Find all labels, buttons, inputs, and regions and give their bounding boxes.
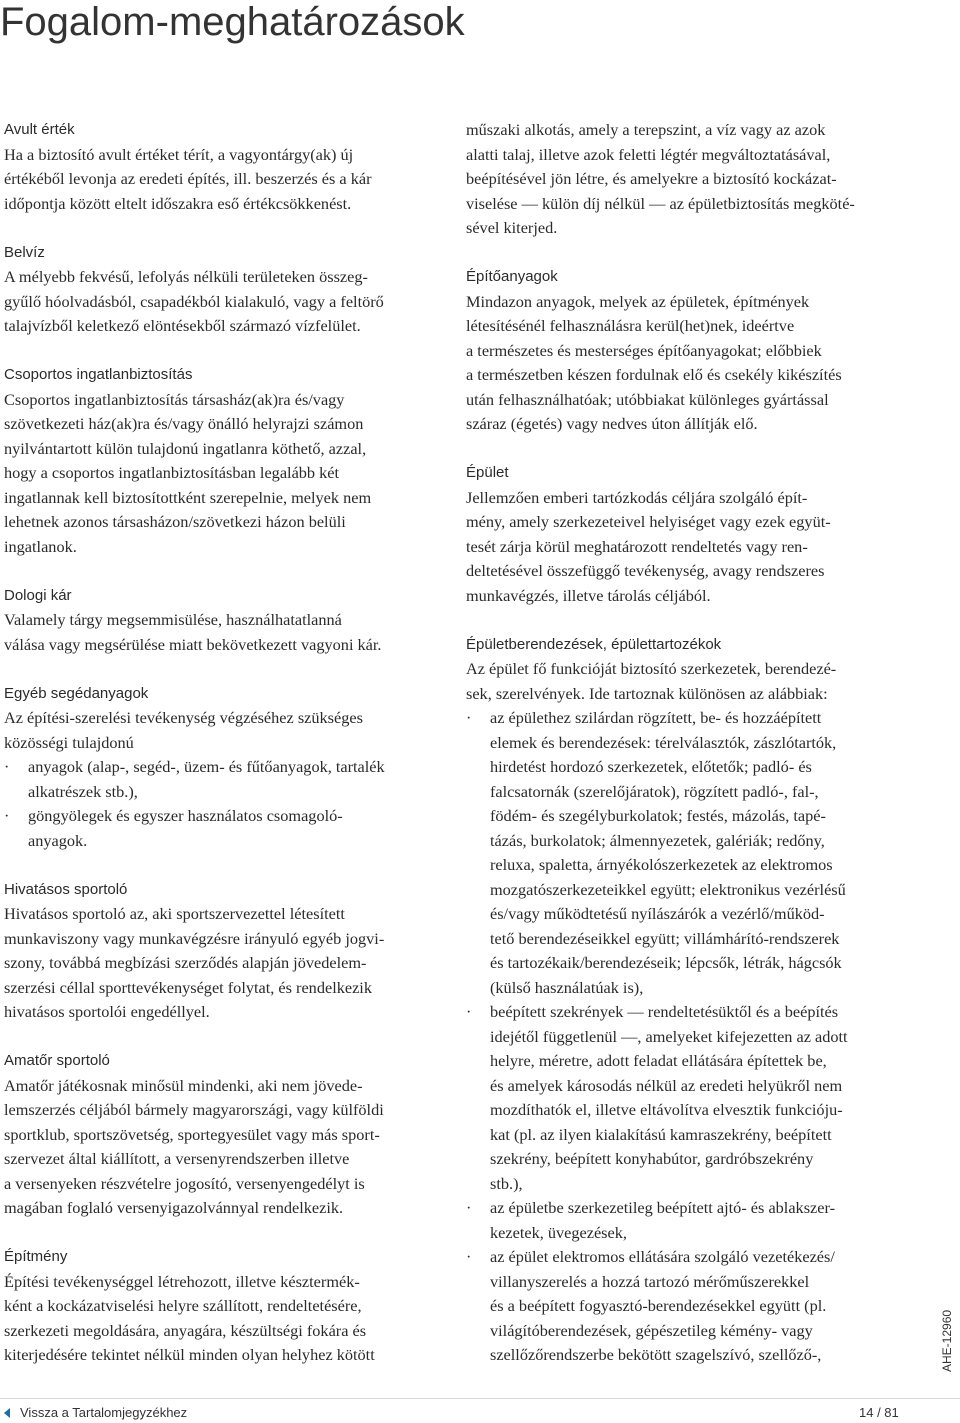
text-line: elemek és berendezések: térelválasztók, zászlótartók, — [490, 732, 837, 752]
text-line: beépített szekrények — rendeltetésüktől és a beépítés — [490, 1002, 839, 1021]
left-column — [4, 118, 440, 1392]
text-line: nyilvántartott külön tulajdonú ingatlanra köthető, azzal, — [4, 438, 367, 458]
text-line: szövetkezeti ház(ak)ra és/vagy önálló helyrajzi számon — [4, 414, 364, 433]
text-line: hogy a csoportos ingatlanbiztosításban legalább két — [4, 463, 340, 482]
text-line: Hivatásos sportoló az, aki sportszervezettel létesített — [4, 904, 345, 923]
text-line: Csoportos ingatlanbiztosítás társasház(ak)ra és/vagy — [4, 389, 345, 409]
text-line: villanyszerelés a hozzá tartozó mérőműszerekkel — [490, 1271, 810, 1291]
text-line: hivatásos sportolói engedéllyel. — [4, 1002, 210, 1021]
text-line: munkavégzés, illetve tárolás céljából. — [466, 585, 711, 605]
definition-entry — [4, 584, 440, 658]
text-line: falcsatornák (szerelőjáratok), rögzített padló-, fal-, — [490, 781, 819, 801]
text-line: gyűlő hóolvadásból, csapadékból kialakuló, vagy a feltörő — [4, 291, 384, 311]
text-line: szekrény, beépített konyhabútor, gardróbszekrény — [490, 1149, 814, 1168]
bullet-marker: · — [466, 708, 472, 727]
page-title: Fogalom-meghatározások — [0, 0, 465, 44]
text-line: után felhasználhatóak; utóbbiakat különleges gyártással — [466, 389, 829, 409]
text-line: Mindazon anyagok, melyek az épületek, építmények — [466, 291, 810, 311]
definition-entry — [4, 1245, 440, 1368]
text-line: időpontja között eltelt időszakra eső értékcsökkenést. — [4, 193, 352, 213]
text-line: műszaki alkotás, amely a terepszint, a víz vagy az azok — [466, 120, 826, 139]
text-line: hirdetést hordozó szerkezetek, előtetők; padló- és — [490, 757, 812, 776]
bullet-marker: · — [4, 757, 10, 776]
text-line: kiterjedésére tekintet nélkül minden olyan helyhez kötött — [4, 1345, 375, 1364]
list-item — [466, 1245, 902, 1368]
back-to-contents-link[interactable] — [4, 1405, 187, 1420]
list-item — [4, 804, 440, 853]
text-line: sportklub, sportszövetség, sportegyesület vagy más sport- — [4, 1124, 380, 1144]
text-line: száraz (égetés) vagy nedves úton állítják elő. — [466, 414, 758, 433]
text-line: Építési tevékenységgel létrehozott, illetve késztermék- — [4, 1271, 360, 1291]
definition-heading: Épület — [466, 464, 509, 481]
text-line: Az épület fő funkcióját biztosító szerkezetek, berendezé- — [466, 659, 837, 678]
text-line: talajvízből keletkező elöntésekből származó vízfelület. — [4, 316, 361, 335]
back-to-contents-label: Vissza a Tartalomjegyzékhez — [20, 1405, 188, 1420]
text-line: a természetben készen fordulnak elő és csekély kikészítés — [466, 365, 842, 384]
text-line: helyre, méretre, adott feladat ellátására építettek be, — [490, 1051, 827, 1070]
text-line: magában foglaló versenyigazolvánnyal rendelkezik. — [4, 1198, 344, 1217]
text-line: és tartozékaik/berendezéseik; lépcsők, létrák, hágcsók — [490, 953, 842, 972]
text-line: ingatlanok. — [4, 536, 77, 556]
text-line: értékéből levonja az eredeti építés, ill. beszerzés és a kár — [4, 169, 372, 188]
text-line: és/vagy működtetésű nyílászárók a vezérlő/működ- — [490, 904, 825, 923]
text-line: szerkezeti megoldására, anyagára, készültségi fokára és — [4, 1320, 367, 1340]
text-line: munkaviszony vagy munkavégzésre irányuló egyéb jogvi- — [4, 928, 385, 948]
definition-heading: Csoportos ingatlanbiztosítás — [4, 366, 193, 383]
definition-heading: Egyéb segédanyagok — [4, 684, 149, 702]
definition-entry — [4, 1049, 440, 1221]
list-item — [466, 1000, 902, 1196]
definition-heading: Belvíz — [4, 243, 45, 261]
text-line: Ha a biztosító avult értéket térít, a vagyontárgy(ak) új — [4, 144, 354, 164]
bullet-marker: · — [4, 806, 10, 825]
text-line: alatti talaj, illetve azok feletti légtér megváltoztatásával, — [466, 144, 831, 164]
bullet-marker: · — [466, 1198, 472, 1217]
text-line: Valamely tárgy megsemmisülése, használhatatlanná — [4, 610, 342, 629]
text-line: tető berendezéseikkel együtt; villámhárító-rendszerek — [490, 928, 840, 948]
text-line: az épületbe szerkezetileg beépített ajtó- és ablakszer- — [490, 1198, 836, 1217]
text-line: ingatlannak kell biztosítottként szerepelnie, melyek nem — [4, 487, 372, 507]
text-line: szervezet által kiállított, a versenyrendszerben illetve — [4, 1149, 350, 1168]
text-line: az épület elektromos ellátására szolgáló vezetékezés/ — [490, 1247, 835, 1266]
continuation-text — [466, 118, 902, 241]
text-line: göngyölegek és egyszer használatos csomagoló- — [28, 806, 343, 825]
text-line: reluxa, spaletta, árnyékolószerkezetek az elektromos — [490, 855, 833, 874]
text-line: ként a kockázatviselési helyre szállított, rendeltetésére, — [4, 1296, 362, 1315]
text-line: az épülethez szilárdan rögzített, be- és hozzáépített — [490, 708, 822, 727]
text-line: anyagok (alap-, segéd-, üzem- és fűtőanyagok, tartalék — [28, 757, 385, 776]
definition-entry — [4, 118, 440, 216]
definition-entry — [4, 878, 440, 1025]
list-item — [466, 706, 902, 1000]
right-column — [466, 118, 902, 1392]
definition-entry — [466, 461, 902, 608]
text-line: a versenyeken részvételre jogosító, versenyengedélyt is — [4, 1173, 365, 1193]
arrow-left-icon — [4, 1408, 10, 1418]
text-line: lehetnek azonos társasházon/szövetkezi házon belüli — [4, 512, 346, 531]
page-indicator: 14 / 81 — [859, 1405, 899, 1420]
text-line: sével kiterjed. — [466, 218, 558, 237]
text-line: lemszerzés céljából bármely magyarországi, vagy külföldi — [4, 1100, 384, 1119]
text-line: és amelyek károsodás nélkül az eredeti helyükről nem — [490, 1075, 843, 1095]
footer-divider — [0, 1398, 960, 1399]
definition-heading: Építőanyagok — [466, 268, 558, 285]
text-line: (külső használatúak is), — [490, 977, 644, 997]
text-line: mozdíthatók el, illetve eltávolítva elvesztik funkcióju- — [490, 1100, 843, 1119]
text-line: idejétől függetlenül —, amelyeket kifejezetten az adott — [490, 1026, 848, 1046]
definition-entry — [4, 363, 440, 559]
text-line: kezetek, üvegezések, — [490, 1222, 627, 1242]
definition-entry — [4, 241, 440, 339]
definition-heading: Amatőr sportoló — [4, 1052, 110, 1069]
text-line: Amatőr játékosnak minősül mindenki, aki nem jövede- — [4, 1075, 363, 1095]
text-line: közösségi tulajdonú — [4, 732, 134, 752]
text-line: Az építési-szerelési tevékenység végzéséhez szükséges — [4, 708, 363, 727]
text-line: Jellemzően emberi tartózkodás céljára szolgáló épít- — [466, 487, 808, 507]
text-line: szony, továbbá megbízási szerződés alapján jövedelem- — [4, 953, 367, 972]
text-line: alkatrészek stb.), — [28, 781, 138, 801]
text-line: sek, szerelvények. Ide tartoznak különösen az alábbiak: — [466, 683, 828, 703]
text-line: tázás, burkolatok; álmennyezetek, galériák; redőny, — [490, 830, 825, 850]
text-line: tesét zárja körül meghatározott rendeltetés vagy ren- — [466, 536, 808, 556]
bullet-marker: · — [466, 1247, 472, 1266]
text-line: kat (pl. az ilyen kialakítású kamraszekrény, beépített — [490, 1124, 832, 1144]
definition-heading: Dologi kár — [4, 586, 72, 604]
text-line: mény, amely szerkezeteivel helyiséget vagy ezek együt- — [466, 512, 831, 531]
text-line: és a beépített fogyasztó-berendezésekkel együtt (pl. — [490, 1296, 827, 1315]
text-line: mozgatószerkezeteikkel együtt; elektronikus vezérlésű — [490, 879, 846, 899]
text-line: szerzési céllal sporttevékenységet folytat, és rendelkezik — [4, 977, 372, 997]
definition-heading: Építmény — [4, 1248, 68, 1265]
definition-heading: Hivatásos sportoló — [4, 880, 128, 898]
text-line: szellőzőrendszerbe bekötött szagelszívó, szellőző-, — [490, 1345, 822, 1364]
document-code: AHE-12960 — [940, 1309, 954, 1372]
definition-entry — [466, 633, 902, 1368]
definition-entry — [4, 682, 440, 854]
text-line: világítóberendezések, gépészetileg kémény- vagy — [490, 1320, 813, 1340]
text-line: válása vagy megsérülése miatt bekövetkezett vagyoni kár. — [4, 634, 382, 654]
text-line: deltetésével összefüggő tevékenység, avagy rendszeres — [466, 561, 825, 580]
definition-entry — [466, 265, 902, 437]
text-line: beépítésével jön létre, és amelyekre a biztosító kockázat- — [466, 169, 837, 188]
text-line: a természetes és mesterséges építőanyagokat; előbbiek — [466, 340, 822, 360]
text-line: anyagok. — [28, 830, 88, 850]
text-line: létesítésénél felhasználásra kerül(het)nek, ideértve — [466, 316, 795, 335]
list-item — [466, 1196, 902, 1245]
definition-heading: Épületberendezések, épülettartozékok — [466, 635, 722, 653]
list-item — [4, 755, 440, 804]
text-line: stb.), — [490, 1173, 523, 1193]
bullet-marker: · — [466, 1002, 472, 1021]
text-line: viselése — külön díj nélkül — az épületbiztosítás megköté- — [466, 193, 855, 213]
text-line: A mélyebb fekvésű, lefolyás nélküli területeken összeg- — [4, 267, 368, 286]
text-line: födém- és szegélyburkolatok; festés, mázolás, tapé- — [490, 806, 826, 825]
definition-heading: Avult érték — [4, 121, 75, 138]
